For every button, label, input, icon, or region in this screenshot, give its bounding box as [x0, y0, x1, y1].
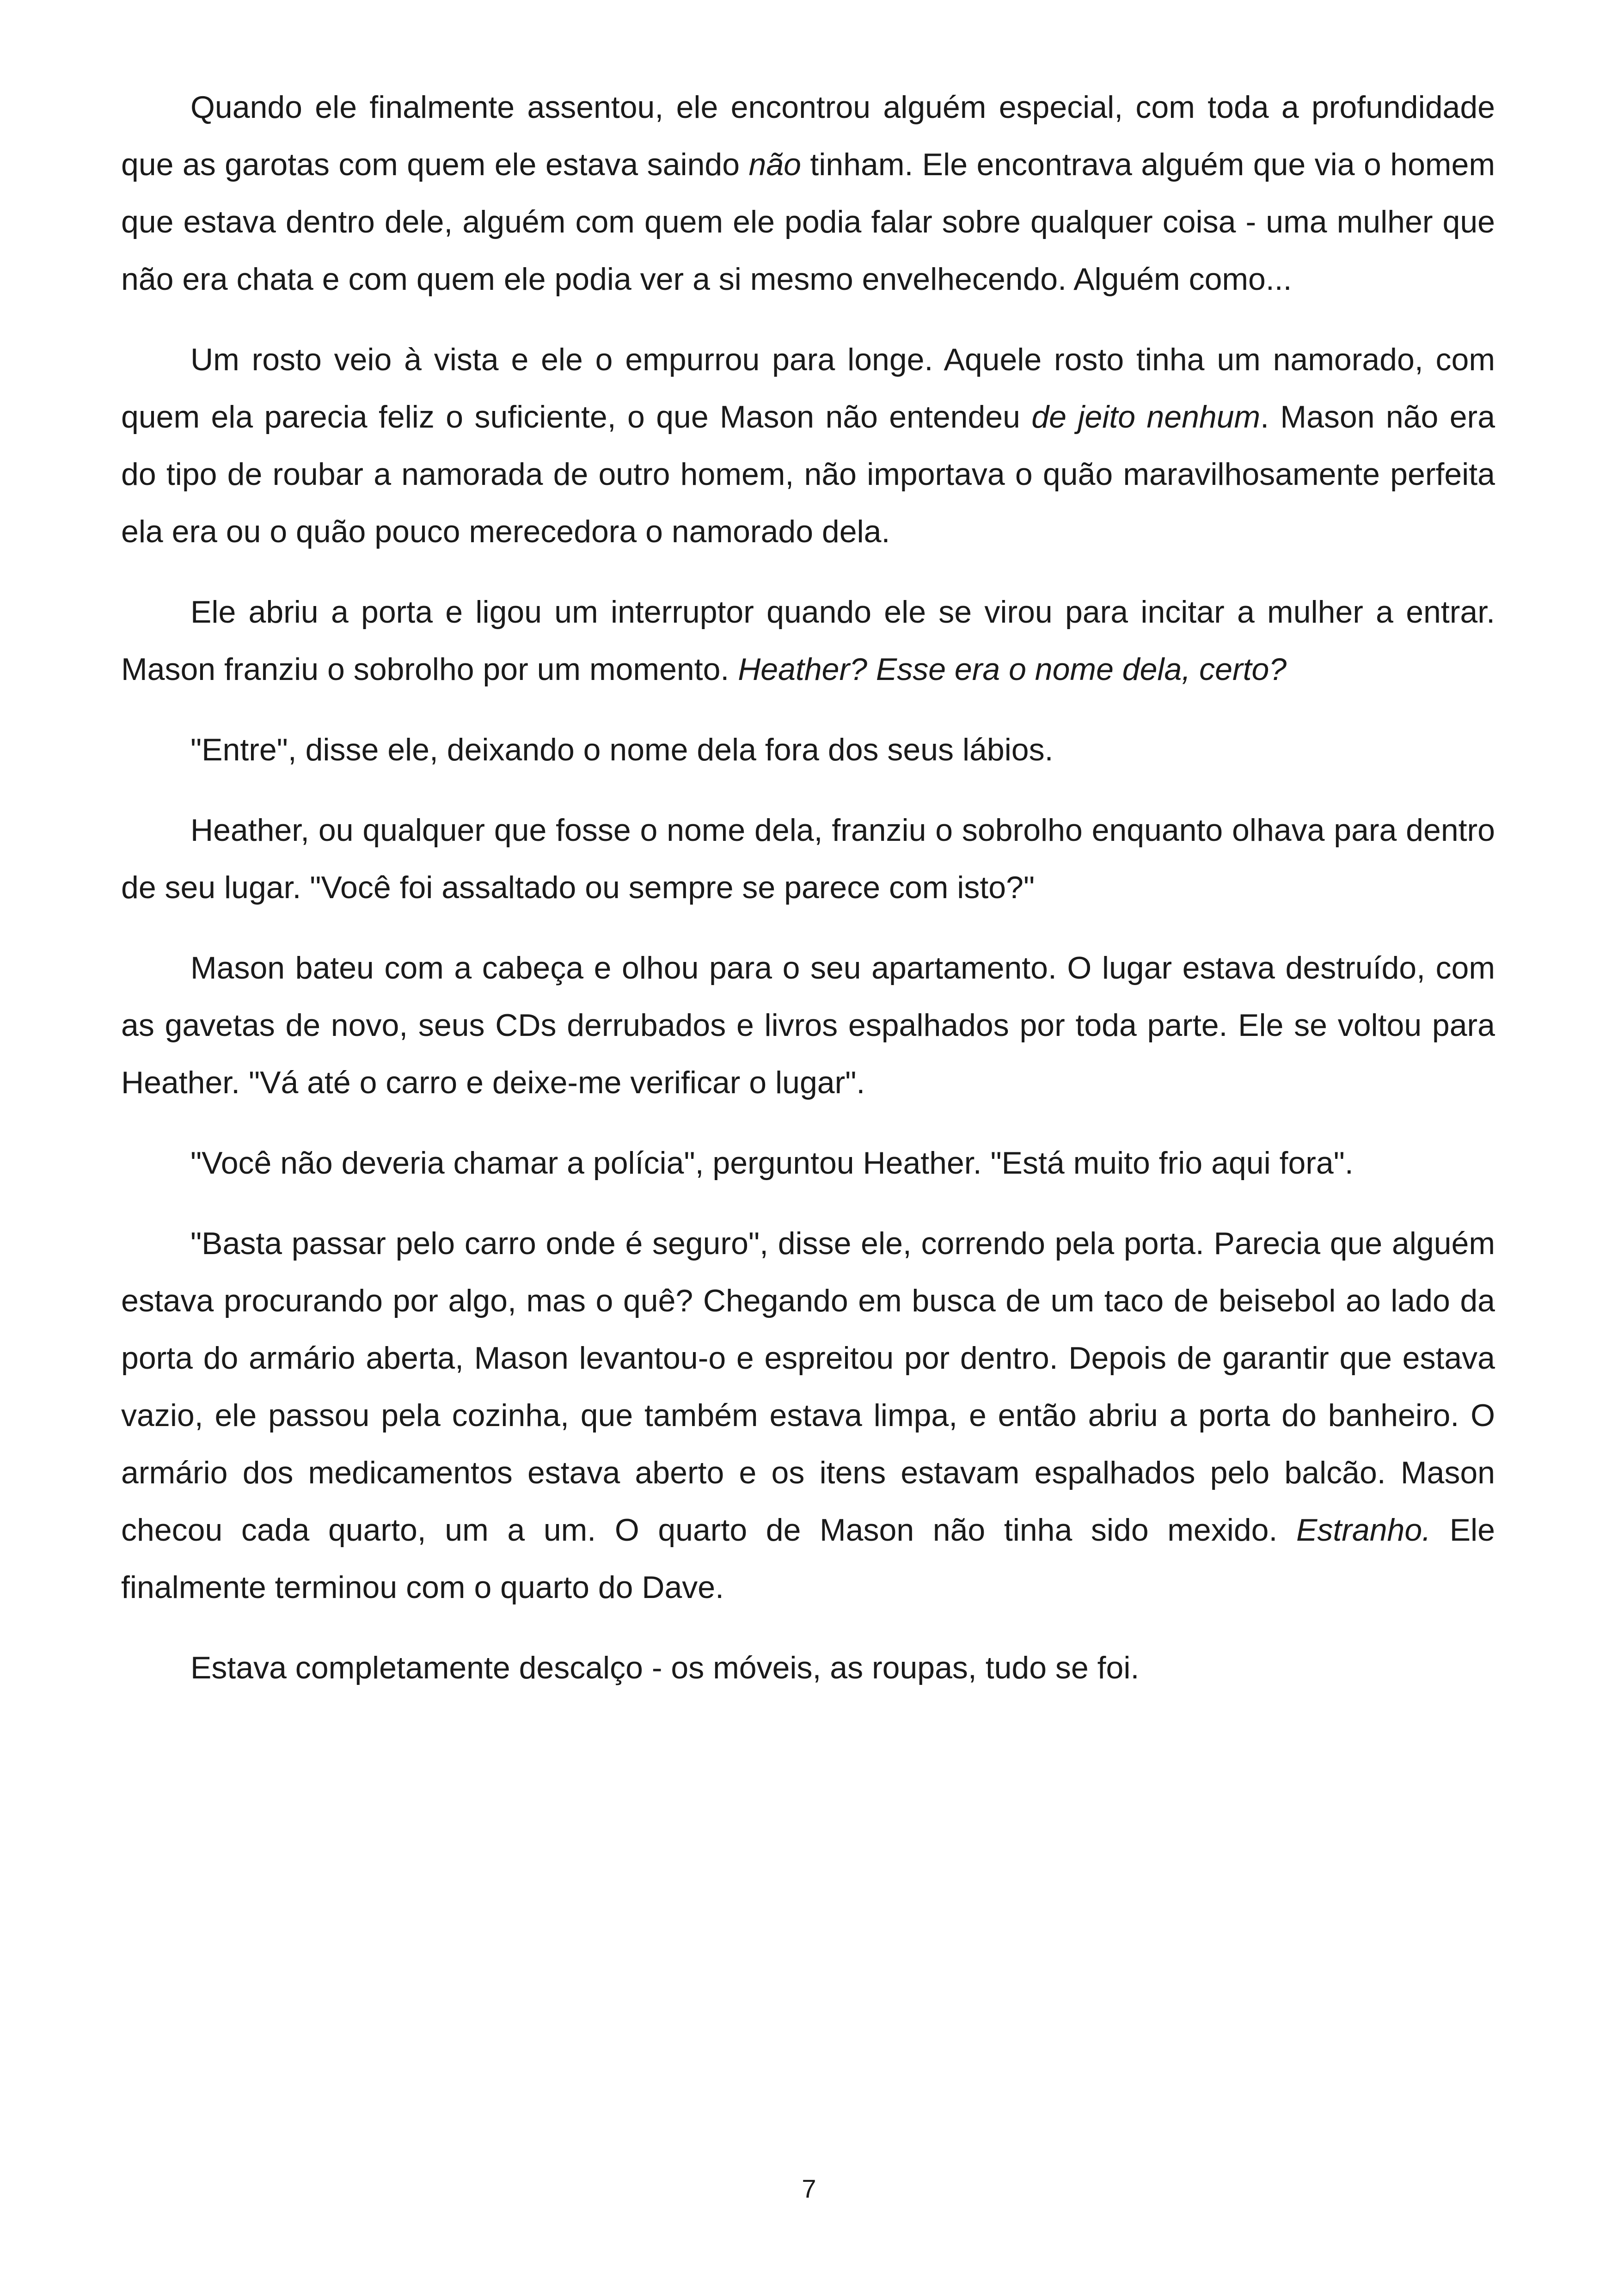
- page-number: 7: [802, 2174, 816, 2203]
- text-run: "Você não deveria chamar a polícia", perguntou Heather. "Está muito frio aqui fora".: [190, 1145, 1354, 1181]
- text-run: "Basta passar pelo carro onde é seguro", disse ele, correndo pela porta. Parecia que alguém estava procurando por algo, mas o quê? Chegando em busca de um taco de beisebol ao lado da porta do armário aberta, Mason levantou-o e espreitou por dentro. Depois de garantir que estava vazio, ele passou pela cozinha, que também estava limpa, e então abriu a porta do banheiro. O armário dos medicamentos estava aberto e os itens estavam espalhados pelo balcão. Mason checou cada quarto, um a um. O quarto de Mason não tinha sido mexido.: [121, 1226, 1495, 1548]
- paragraph: [121, 1134, 1495, 1192]
- italic-text: Estranho.: [1296, 1512, 1431, 1548]
- text-run: Ele finalmente terminou com o quarto do Dave.: [121, 1512, 1495, 1605]
- italic-text: não: [748, 147, 801, 182]
- paragraph: [121, 79, 1495, 308]
- text-run: . Mason não era do tipo de roubar a namorada de outro homem, não importava o quão maravilhosamente perfeita ela era ou o quão pouco merecedora o namorado dela.: [121, 399, 1495, 549]
- text-run: Mason bateu com a cabeça e olhou para o seu apartamento. O lugar estava destruído, com as gavetas de novo, seus CDs derrubados e livros espalhados por toda parte. Ele se voltou para Heather. "Vá até o carro e deixe-me verificar o lugar".: [121, 950, 1495, 1100]
- text-run: tinham. Ele encontrava alguém que via o homem que estava dentro dele, alguém com quem ele podia falar sobre qualquer coisa - uma mulher que não era chata e com quem ele podia ver a si mesmo envelhecendo. Alguém como...: [121, 147, 1495, 297]
- paragraph: [121, 802, 1495, 916]
- text-run: Quando ele finalmente assentou, ele encontrou alguém especial, com toda a profundidade que as garotas com quem ele estava saindo: [121, 90, 1495, 182]
- document-body: [121, 79, 1495, 1720]
- paragraph: [121, 331, 1495, 560]
- paragraph: [121, 583, 1495, 698]
- text-run: "Entre", disse ele, deixando o nome dela fora dos seus lábios.: [190, 732, 1054, 767]
- text-run: Estava completamente descalço - os móveis, as roupas, tudo se foi.: [190, 1650, 1140, 1685]
- paragraph: [121, 1639, 1495, 1696]
- text-run: Um rosto veio à vista e ele o empurrou para longe. Aquele rosto tinha um namorado, com quem ela parecia feliz o suficiente, o que Mason não entendeu: [121, 342, 1495, 435]
- italic-text: de jeito nenhum: [1031, 399, 1261, 435]
- paragraph: [121, 939, 1495, 1111]
- italic-text: Heather? Esse era o nome dela, certo?: [738, 652, 1287, 687]
- text-run: Heather, ou qualquer que fosse o nome dela, franziu o sobrolho enquanto olhava para dentro de seu lugar. "Você foi assaltado ou sempre se parece com isto?": [121, 813, 1495, 905]
- text-run: Ele abriu a porta e ligou um interruptor quando ele se virou para incitar a mulher a entrar. Mason franziu o sobrolho por um momento.: [121, 594, 1495, 687]
- paragraph: [121, 1215, 1495, 1616]
- paragraph: [121, 721, 1495, 778]
